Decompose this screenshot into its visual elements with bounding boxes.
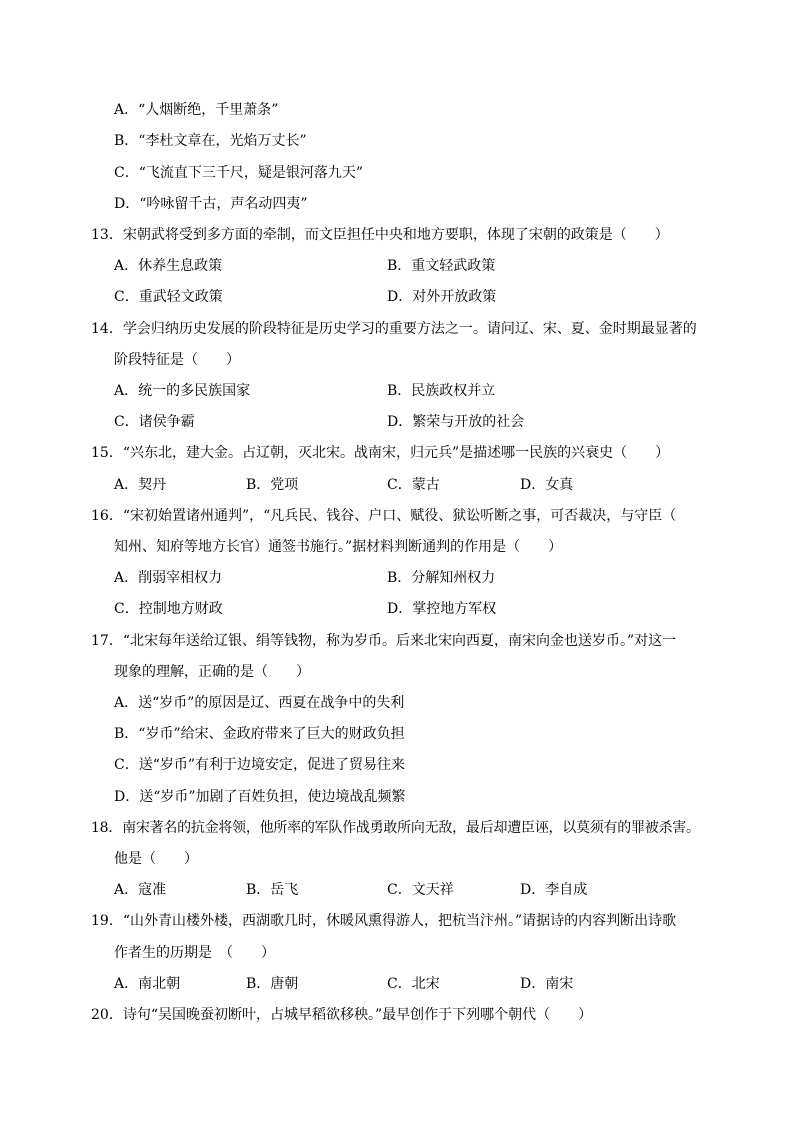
- q13-option-c: C．重武轻文政策: [114, 289, 223, 305]
- q16-option-a: A．削弱宰相权力: [114, 570, 223, 586]
- q12-option-d: D．“吟咏留千古，声名动四夷”: [114, 196, 308, 212]
- q18-stem-continued: 他是（ ）: [114, 851, 198, 867]
- q15-option-c: C．蒙古: [387, 477, 440, 493]
- q15-stem: 15．“兴东北，建大金。占辽朝，灭北宋。战南宋，归元兵”是描述哪一民族的兴衰史（ ）: [91, 445, 670, 461]
- q14-option-d: D．繁荣与开放的社会: [387, 414, 525, 430]
- q12-option-b: B．“李杜文章在，光焰万丈长”: [114, 133, 307, 149]
- q14-option-a: A．统一的多民族国家: [114, 383, 251, 399]
- q18-option-a: A．寇准: [114, 882, 167, 898]
- q18-option-d: D．李自成: [520, 882, 588, 898]
- q13-option-b: B．重文轻武政策: [387, 258, 496, 274]
- q13-option-d: D．对外开放政策: [387, 289, 497, 305]
- q16-stem: 16．“宋初始置诸州通判”，“凡兵民、钱谷、户口、赋役、狱讼听断之事，可否裁决，与守臣（: [91, 508, 677, 524]
- q12-option-c: C．“飞流直下三千尺，疑是银河落九天”: [114, 165, 364, 181]
- q13-stem: 13．宋朝武将受到多方面的牵制，而文臣担任中央和地方要职，体现了宋朝的政策是（ ）: [91, 227, 669, 243]
- q16-option-c: C．控制地方财政: [114, 601, 223, 617]
- q18-stem: 18．南宋著名的抗金将领，他所率的军队作战勇敢所向无敌，最后却遭臣诬，以莫须有的罪被杀害。: [91, 820, 700, 836]
- q17-stem-continued: 现象的理解，正确的是（ ）: [114, 664, 310, 680]
- q15-option-a: A．契丹: [114, 477, 167, 493]
- q15-option-b: B．党项: [246, 477, 299, 493]
- q15-option-d: D．女真: [520, 477, 574, 493]
- q17-option-c: C．送“岁币”有利于边境安定，促进了贸易往来: [114, 757, 406, 773]
- q17-option-d: D．送“岁币”加剧了百姓负担，使边境战乱频繁: [114, 789, 406, 805]
- q13-option-a: A．休养生息政策: [114, 258, 223, 274]
- q19-stem: 19．“山外青山楼外楼，西湖歌几时，休暖风熏得游人，把杭当汴州。”请据诗的内容判断出诗歌: [91, 913, 677, 929]
- q17-stem: 17．“北宋每年送给辽银、绢等钱物，称为岁币。后来北宋向西夏，南宋向金也送岁币。”对这一: [91, 633, 677, 649]
- q16-stem-continued: 知州、知府等地方长官）通签书施行。”据材料判断通判的作用是（ ）: [114, 539, 563, 555]
- q19-option-d: D．南宋: [520, 976, 574, 992]
- q20-stem: 20．诗句“吴国晚蚕初断叶，占城早稻欲移秧。”最早创作于下列哪个朝代（ ）: [91, 1007, 593, 1023]
- q17-option-a: A．送“岁币”的原因是辽、西夏在战争中的失利: [114, 695, 405, 711]
- q12-option-a: A．“人烟断绝，千里萧条”: [114, 102, 279, 118]
- q19-option-b: B．唐朝: [246, 976, 299, 992]
- q18-option-b: B．岳飞: [246, 882, 299, 898]
- q14-stem: 14．学会归纳历史发展的阶段特征是历史学习的重要方法之一。请问辽、宋、夏、金时期最显著的: [91, 321, 697, 337]
- q19-option-c: C．北宋: [387, 976, 440, 992]
- q16-option-b: B．分解知州权力: [387, 570, 496, 586]
- q19-stem-continued: 作者生的历期是 （ ）: [114, 945, 275, 961]
- q17-option-b: B．“岁币”给宋、金政府带来了巨大的财政负担: [114, 726, 405, 742]
- q16-option-d: D．掌控地方军权: [387, 601, 497, 617]
- q14-option-b: B．民族政权并立: [387, 383, 496, 399]
- q14-option-c: C．诸侯争霸: [114, 414, 195, 430]
- q18-option-c: C．文天祥: [387, 882, 454, 898]
- q19-option-a: A．南北朝: [114, 976, 181, 992]
- q14-stem-continued: 阶段特征是（ ）: [114, 352, 240, 368]
